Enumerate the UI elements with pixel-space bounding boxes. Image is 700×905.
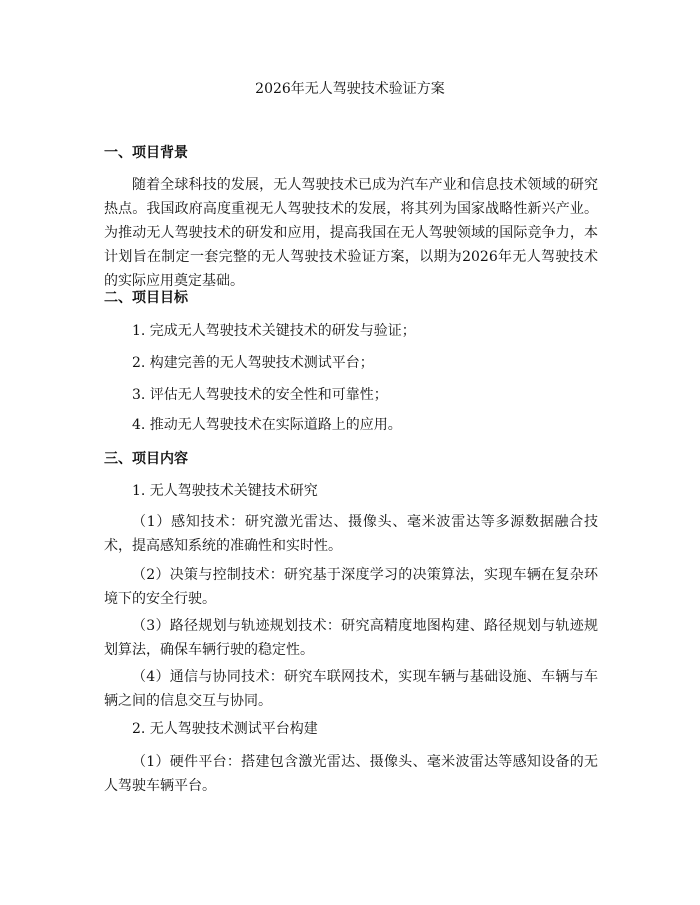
subsection-title: 1. 无人驾驶技术关键技术研究	[132, 483, 318, 499]
section-heading-goals: 二、项目目标	[104, 290, 188, 306]
goal-item: 3. 评估无人驾驶技术的安全性和可靠性；	[132, 387, 388, 403]
goal-item: 1. 完成无人驾驶技术关键技术的研发与验证；	[132, 323, 416, 339]
section-heading-content: 三、项目内容	[104, 451, 188, 467]
content-item: （2）决策与控制技术：研究基于深度学习的决策算法，实现车辆在复杂环境下的安全行驶。	[104, 567, 598, 607]
content-item: （1）硬件平台：搭建包含激光雷达、摄像头、毫米波雷达等感知设备的无人驾驶车辆平台。	[104, 754, 598, 794]
background-paragraph: 随着全球科技的发展，无人驾驶技术已成为汽车产业和信息技术领域的研究热点。我国政府高度重视无人驾驶技术的发展，将其列为国家战略性新兴产业。为推动无人驾驶技术的研发和应用，提高我国在无人驾驶领域的国际竞争力，本计划旨在制定一套完整的无人驾驶技术验证方案，以期为2026年无人驾驶技术的实际应用奠定基础。	[104, 177, 598, 289]
content-item: （4）通信与协同技术：研究车联网技术，实现车辆与基础设施、车辆与车辆之间的信息交互与协同。	[104, 669, 598, 709]
document-title: 2026年无人驾驶技术验证方案	[255, 81, 445, 97]
content-item: （3）路径规划与轨迹规划技术：研究高精度地图构建、路径规划与轨迹规划算法，确保车辆行驶的稳定性。	[104, 618, 598, 658]
goal-item: 4. 推动无人驾驶技术在实际道路上的应用。	[132, 417, 402, 433]
subsection-title: 2. 无人驾驶技术测试平台构建	[132, 721, 318, 737]
content-item: （1）感知技术：研究激光雷达、摄像头、毫米波雷达等多源数据融合技术，提高感知系统的准确性和实时性。	[104, 514, 598, 554]
goal-item: 2. 构建完善的无人驾驶技术测试平台；	[132, 355, 374, 371]
section-heading-background: 一、项目背景	[104, 145, 188, 161]
